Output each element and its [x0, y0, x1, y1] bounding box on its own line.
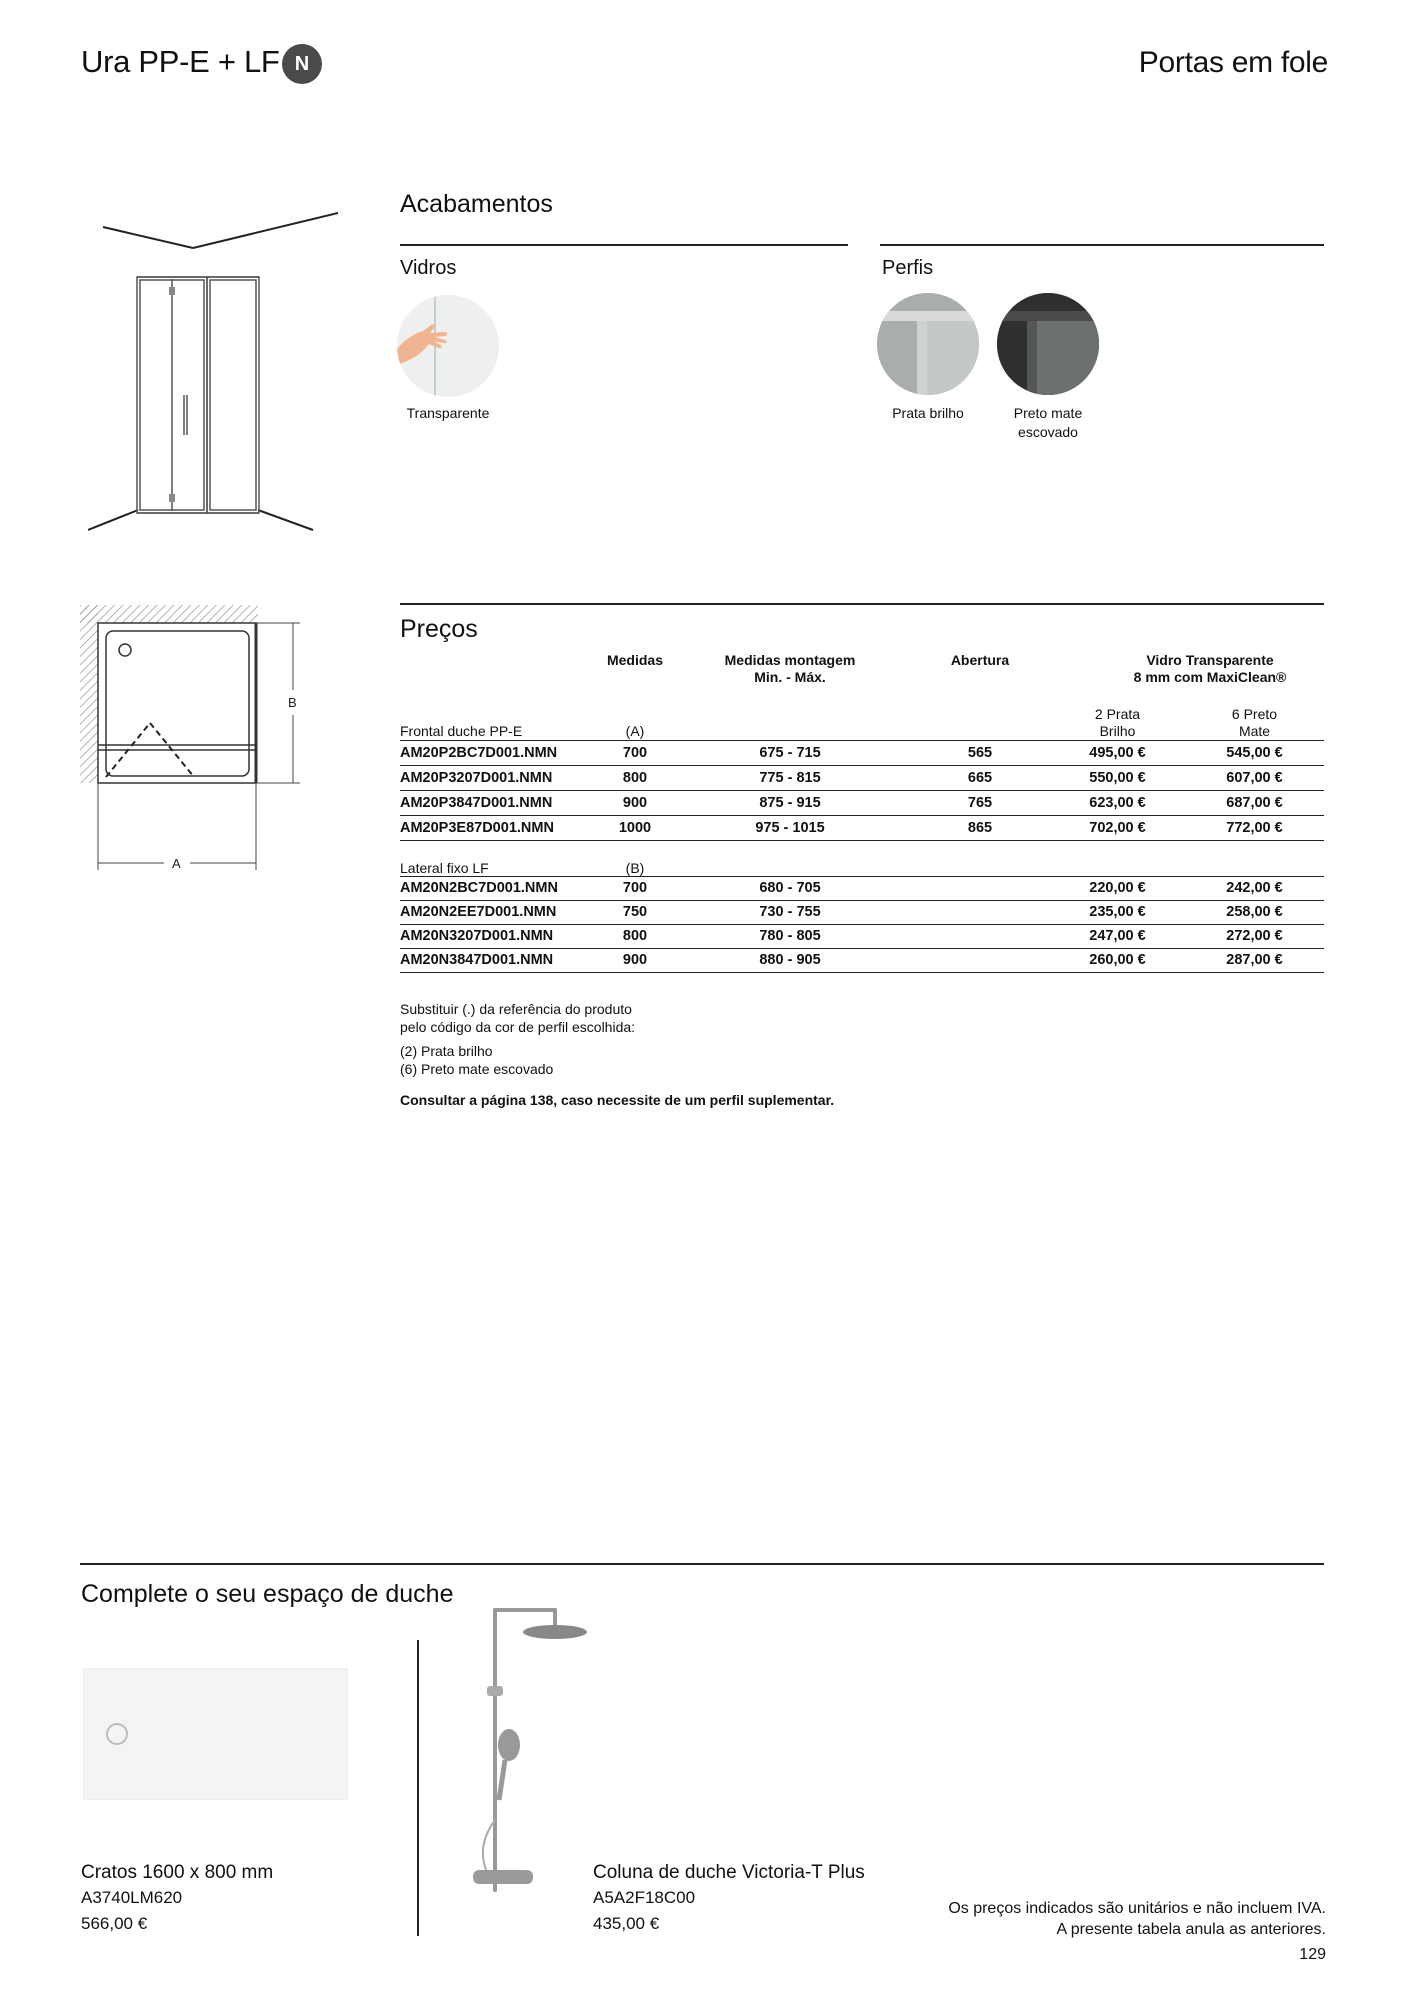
frontal-subheader-row — [400, 696, 1324, 740]
table-row: AM20P2BC7D001.NMN 700 675 - 715 565 495,00 € 545,00 € — [400, 740, 1324, 765]
prices-rule — [400, 603, 1324, 605]
header-montagem: Medidas montagem Min. - Máx. — [724, 652, 856, 685]
hand-on-glass-icon — [397, 295, 499, 397]
profile-silver-swatch — [877, 293, 979, 395]
note-consult: Consultar a página 138, caso necessite de um perfil suplementar. — [400, 1092, 835, 1108]
frontal-dim-code: (A) — [625, 722, 645, 739]
frontal-label: Frontal duche PP-E — [400, 722, 523, 739]
glass-transparent-swatch — [397, 295, 499, 397]
disclaimer-line-1: Os preços indicados são unitários e não incluem IVA. — [948, 1900, 1326, 1917]
complete-rule — [80, 1563, 1324, 1565]
prices-header-row — [400, 652, 1324, 696]
table-row: AM20P3847D001.NMN 900 875 - 915 765 623,00 € 687,00 € — [400, 790, 1324, 815]
finishes-glass-rule — [400, 244, 848, 246]
lateral-label: Lateral fixo LF — [400, 859, 489, 876]
hand-shower-icon — [498, 1729, 520, 1761]
header-vidro: Vidro Transparente 8 mm com MaxiClean® — [1133, 652, 1287, 685]
drain-icon — [106, 1723, 128, 1745]
note-option-2: (2) Prata brilho — [400, 1043, 493, 1059]
prices-title: Preços — [400, 615, 478, 643]
black-profile-icon — [997, 293, 1099, 395]
product-2-price: 435,00 € — [593, 1914, 660, 1933]
shower-enclosure-illustration — [88, 205, 338, 535]
section-title: Portas em fole — [1138, 46, 1328, 79]
disclaimer-line-2: A presente tabela anula as anteriores. — [1056, 1921, 1326, 1938]
thermostat-bar-icon — [473, 1870, 533, 1884]
header-p2: 2 Prata Brilho — [1094, 705, 1141, 739]
table-row: AM20N3847D001.NMN 900 880 - 905 260,00 € 287,00 € — [400, 948, 1324, 972]
product-2-code: A5A2F18C00 — [593, 1888, 696, 1907]
finishes-title: Acabamentos — [400, 190, 553, 218]
plan-dimension-diagram — [80, 605, 310, 885]
finishes-profiles-rule — [880, 244, 1324, 246]
table-row: AM20N2BC7D001.NMN 700 680 - 705 220,00 € 242,00 € — [400, 876, 1324, 900]
note-option-6: (6) Preto mate escovado — [400, 1061, 554, 1077]
header-code — [400, 652, 600, 696]
page-number: 129 — [1299, 1946, 1326, 1963]
table-row: AM20N3207D001.NMN 800 780 - 805 247,00 € 272,00 € — [400, 924, 1324, 948]
rain-shower-head-icon — [523, 1625, 587, 1639]
glass-transparent-label: Transparente — [406, 405, 490, 421]
profile-silver-label: Prata brilho — [892, 405, 964, 421]
profile-black-label: Preto mate escovado — [1013, 405, 1083, 440]
header-abertura: Abertura — [950, 652, 1010, 668]
shower-tray-image — [83, 1668, 348, 1800]
dimension-label-b: B — [288, 695, 297, 710]
complete-title: Complete o seu espaço de duche — [81, 1580, 454, 1608]
page-title: Ura PP-E + LF — [81, 44, 280, 79]
product-2-name: Coluna de duche Victoria-T Plus — [593, 1862, 865, 1883]
product-divider — [417, 1640, 419, 1936]
profile-black-swatch — [997, 293, 1099, 395]
shower-column-image — [465, 1600, 605, 1900]
lateral-dim-code: (B) — [625, 859, 645, 876]
table-row: AM20P3E87D001.NMN 1000 975 - 1015 865 702,00 € 772,00 € — [400, 815, 1324, 840]
note-line-2: pelo código da cor de perfil escolhida: — [400, 1019, 636, 1035]
table-row: AM20P3207D001.NMN 800 775 - 815 665 550,00 € 607,00 € — [400, 765, 1324, 790]
dimension-label-a: A — [172, 856, 181, 871]
profiles-heading: Perfis — [882, 257, 934, 279]
product-1-price: 566,00 € — [81, 1914, 148, 1933]
notes-block — [400, 1000, 834, 1109]
prices-table — [400, 652, 1324, 973]
glass-heading: Vidros — [400, 257, 457, 279]
lateral-subheader-row — [400, 840, 1324, 876]
silver-profile-icon — [877, 293, 979, 395]
header-medidas: Medidas — [606, 652, 663, 668]
price-disclaimer — [948, 1898, 1326, 1940]
product-1-code: A3740LM620 — [81, 1888, 183, 1907]
product-1-name: Cratos 1600 x 800 mm — [81, 1862, 274, 1883]
new-badge: N — [282, 44, 322, 84]
note-line-1: Substituir (.) da referência do produto — [400, 1001, 632, 1017]
header-p6: 6 Preto Mate — [1231, 705, 1278, 739]
table-row: AM20N2EE7D001.NMN 750 730 - 755 235,00 € 258,00 € — [400, 900, 1324, 924]
